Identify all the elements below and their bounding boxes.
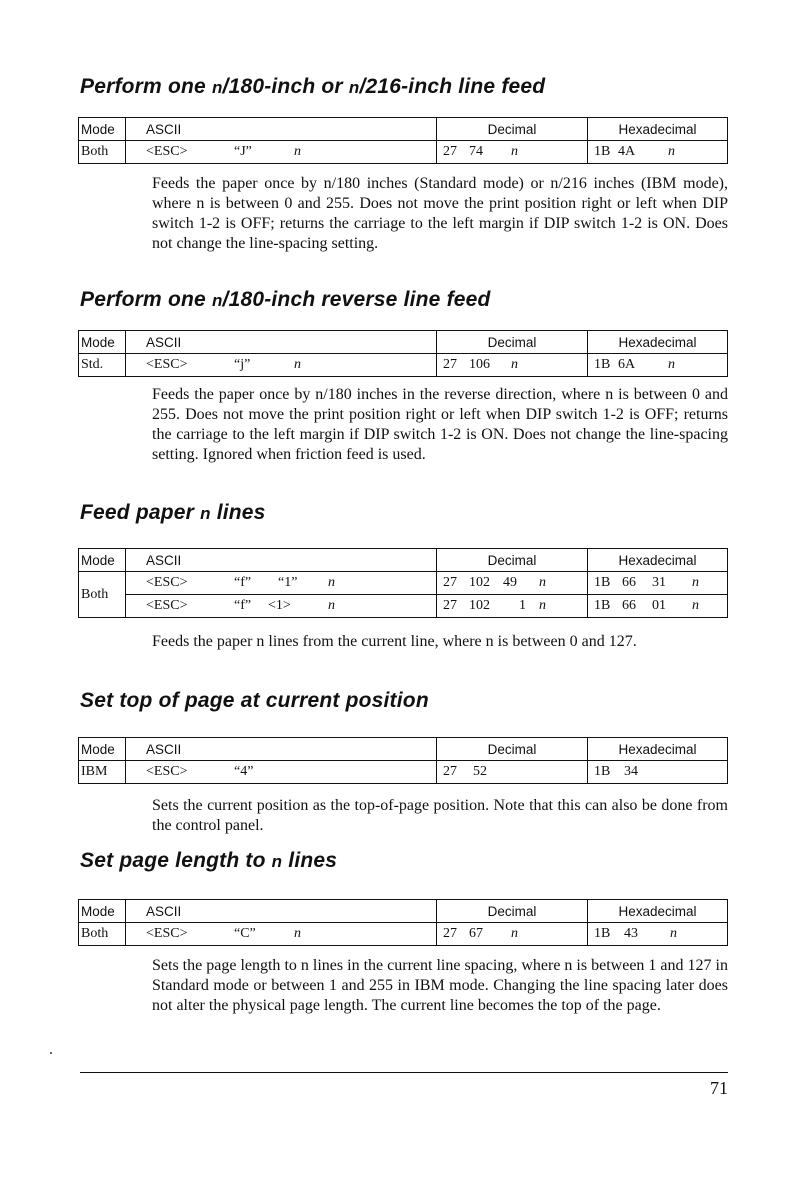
section-4-command-table: [78, 737, 728, 784]
decimal-cell: 27 52: [437, 761, 588, 784]
mode-header: Mode: [79, 331, 126, 354]
ascii-cell: <ESC> “f” “1” n: [126, 572, 437, 595]
table-header-row: [79, 118, 728, 141]
table-row: [79, 141, 728, 164]
section-1-description: Feeds the paper once by n/180 inches (Standard mode) or n/216 inches (IBM mode), where n is between 0 and 255. Does not move the print position right or left when DIP switch 1-2 is OFF; returns the carriage to the left margin if DIP switch 1-2 is ON. Does not change the line-spacing setting.: [152, 175, 728, 252]
ascii-cell: <ESC> “J” n: [126, 141, 437, 164]
section-1-command-table: [78, 117, 728, 164]
mode-cell: Both: [79, 923, 126, 946]
stray-mark: [50, 1052, 52, 1054]
decimal-header: Decimal: [437, 738, 588, 761]
ascii-cell: <ESC> “C” n: [126, 923, 437, 946]
table-row: [79, 595, 728, 618]
page-number: 71: [710, 1078, 728, 1098]
table-row: [79, 354, 728, 377]
section-2-title: Perform one n/180-inch reverse line feed: [80, 288, 491, 311]
decimal-cell: 27 106 n: [437, 354, 588, 377]
table-row: [79, 761, 728, 784]
mode-header: Mode: [79, 549, 126, 572]
section-2-command-table: [78, 330, 728, 377]
table-header-row: [79, 738, 728, 761]
decimal-cell: 27 74 n: [437, 141, 588, 164]
section-3-command-table: [78, 548, 728, 618]
hex-header: Hexadecimal: [588, 331, 728, 354]
section-4-description: Sets the current position as the top-of-page position. Note that this can also be done from the control panel.: [152, 797, 728, 834]
decimal-cell: 27 102 1 n: [437, 595, 588, 618]
table-header-row: [79, 331, 728, 354]
section-3-title: Feed paper n lines: [80, 501, 266, 524]
ascii-cell: <ESC> “4”: [126, 761, 437, 784]
ascii-header: ASCII: [126, 549, 437, 572]
mode-header: Mode: [79, 900, 126, 923]
section-5-command-table: [78, 899, 728, 946]
hex-header: Hexadecimal: [588, 118, 728, 141]
hex-cell: 1B 6A n: [588, 354, 728, 377]
ascii-cell: <ESC> “j” n: [126, 354, 437, 377]
mode-cell: IBM: [79, 761, 126, 784]
table-row: [79, 572, 728, 595]
mode-header: Mode: [79, 118, 126, 141]
section-2-description: Feeds the paper once by n/180 inches in the reverse direction, where n is between 0 and 255. Does not move the print position right or left when DIP switch 1-2 is OFF; returns the carriage to the left margin if DIP switch 1-2 is ON. Does not change the line-spacing setting. Ignored when friction feed is used.: [152, 386, 728, 463]
hex-header: Hexadecimal: [588, 738, 728, 761]
decimal-cell: 27 102 49 n: [437, 572, 588, 595]
mode-header: Mode: [79, 738, 126, 761]
section-5-title: Set page length to n lines: [80, 849, 338, 872]
decimal-header: Decimal: [437, 331, 588, 354]
section-5-description: Sets the page length to n lines in the current line spacing, where n is between 1 and 127 in Standard mode or between 1 and 255 in IBM mode. Changing the line spacing later does not alter the physical page length. The current line becomes the top of the page.: [152, 957, 728, 1014]
hex-cell: 1B 66 01 n: [588, 595, 728, 618]
hex-cell: 1B 34: [588, 761, 728, 784]
hex-header: Hexadecimal: [588, 549, 728, 572]
mode-cell: Both: [79, 572, 126, 618]
decimal-header: Decimal: [437, 118, 588, 141]
ascii-header: ASCII: [126, 738, 437, 761]
table-header-row: [79, 900, 728, 923]
section-3-description: Feeds the paper n lines from the current line, where n is between 0 and 127.: [152, 633, 637, 650]
hex-cell: 1B 4A n: [588, 141, 728, 164]
decimal-cell: 27 67 n: [437, 923, 588, 946]
decimal-header: Decimal: [437, 549, 588, 572]
ascii-cell: <ESC> “f” <1> n: [126, 595, 437, 618]
footer-rule: [80, 1072, 728, 1073]
ascii-header: ASCII: [126, 900, 437, 923]
hex-cell: 1B 66 31 n: [588, 572, 728, 595]
ascii-header: ASCII: [126, 331, 437, 354]
mode-cell: Both: [79, 141, 126, 164]
section-4-title: Set top of page at current position: [80, 689, 429, 712]
table-row: [79, 923, 728, 946]
mode-cell: Std.: [79, 354, 126, 377]
decimal-header: Decimal: [437, 900, 588, 923]
ascii-header: ASCII: [126, 118, 437, 141]
hex-cell: 1B 43 n: [588, 923, 728, 946]
section-1-title: Perform one n/180-inch or n/216-inch line feed: [80, 75, 546, 98]
table-header-row: [79, 549, 728, 572]
hex-header: Hexadecimal: [588, 900, 728, 923]
